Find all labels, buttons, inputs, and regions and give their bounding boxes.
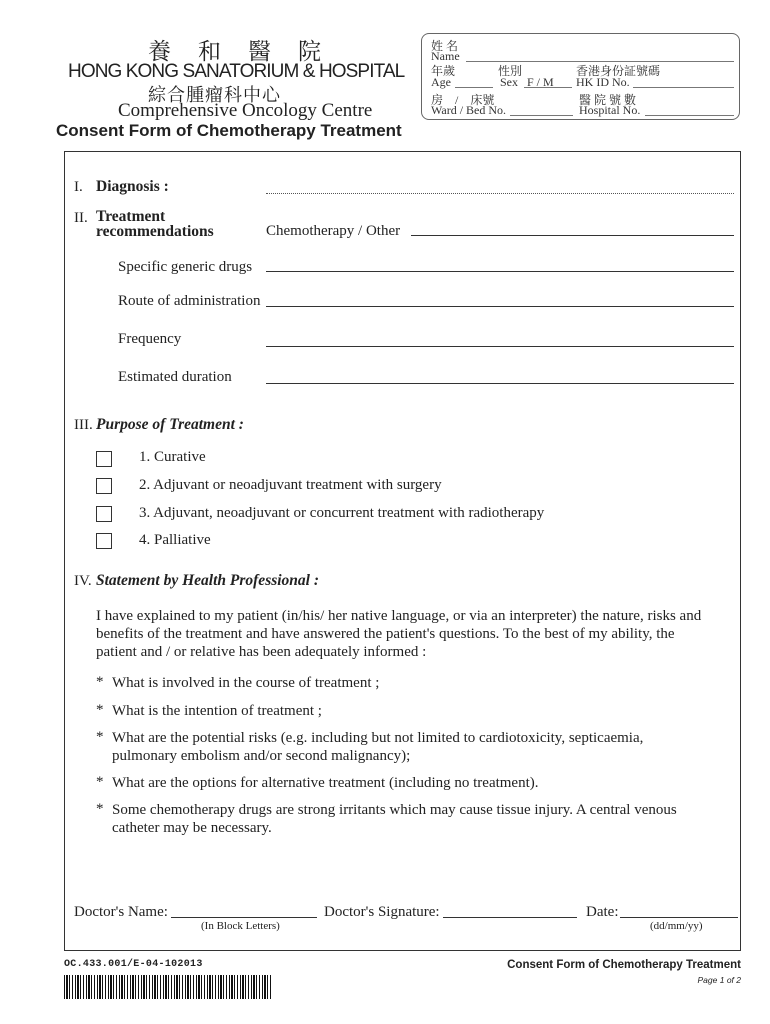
palliative-option-label: 4. Palliative <box>139 532 211 548</box>
adjuvant-surgery-option-label: 2. Adjuvant or neoadjuvant treatment with surgery <box>139 477 442 493</box>
name-label-en: Name <box>431 49 460 63</box>
adjuvant-radiotherapy-option-label: 3. Adjuvant, neoadjuvant or concurrent treatment with radiotherapy <box>139 505 545 521</box>
hospital-no-field-line[interactable] <box>645 115 734 116</box>
hkid-label-cn: 香港身份証號碼 <box>576 64 661 78</box>
adjuvant-radiotherapy-checkbox[interactable] <box>96 506 112 522</box>
diagnosis-label: Diagnosis : <box>96 178 169 195</box>
ward-label-cn: 房 / 床號 <box>431 93 495 107</box>
doctor-signature-field-line[interactable] <box>443 917 577 918</box>
drugs-field-line[interactable] <box>266 271 734 272</box>
doctor-signature-label: Doctor's Signature: <box>324 904 440 920</box>
palliative-checkbox[interactable] <box>96 533 112 549</box>
drugs-label: Specific generic drugs <box>118 259 253 275</box>
bullet-star: * <box>96 674 104 690</box>
bullet-item: What is involved in the course of treatment ; <box>112 675 380 691</box>
duration-field-line[interactable] <box>266 383 734 384</box>
centre-english-name: Comprehensive Oncology Centre <box>118 100 373 121</box>
name-label-cn: 姓 名 <box>431 39 459 53</box>
sex-label-cn: 性別 <box>498 64 523 78</box>
chemotherapy-other-field-line[interactable] <box>411 235 734 236</box>
hospital-no-label-en: Hospital No. <box>579 103 641 117</box>
doctor-name-label: Doctor's Name: <box>74 904 168 920</box>
page-number: Page 1 of 2 <box>697 975 741 985</box>
form-title: Consent Form of Chemotherapy Treatment <box>56 121 402 140</box>
age-label-en: Age <box>431 75 451 89</box>
frequency-field-line[interactable] <box>266 346 734 347</box>
route-label: Route of administration <box>118 293 261 309</box>
block-letters-hint: (In Block Letters) <box>201 920 280 932</box>
curative-checkbox[interactable] <box>96 451 112 467</box>
ward-field-line[interactable] <box>510 115 573 116</box>
date-format-hint: (dd/mm/yy) <box>650 920 703 932</box>
treatment-label-line2: recommendations <box>96 223 214 240</box>
hkid-label-en: HK ID No. <box>576 75 630 89</box>
statement-label: Statement by Health Professional : <box>96 572 320 589</box>
ward-label-en: Ward / Bed No. <box>431 103 507 117</box>
sex-label-en: Sex <box>500 75 518 89</box>
sex-options[interactable]: F / M <box>527 75 554 89</box>
age-field-line[interactable] <box>455 87 493 88</box>
section-3-number: III. <box>74 417 93 433</box>
sex-field-line[interactable] <box>524 87 572 88</box>
bullet-item: Some chemotherapy drugs are strong irritants which may cause tissue injury. A central venous catheter may be necessary. <box>112 802 677 836</box>
hkid-field-line[interactable] <box>633 87 734 88</box>
hospital-english-name: HONG KONG SANATORIUM & HOSPITAL <box>68 61 405 82</box>
doctor-name-field-line[interactable] <box>171 917 317 918</box>
route-field-line[interactable] <box>266 306 734 307</box>
date-field-line[interactable] <box>620 917 738 918</box>
footer-form-title: Consent Form of Chemotherapy Treatment <box>507 959 741 971</box>
bullet-item: What are the potential risks (e.g. including but not limited to cardiotoxicity, septicaemia, pulmonary embolism and/or second malignancy); <box>112 730 644 764</box>
curative-option-label: 1. Curative <box>139 449 206 465</box>
hospital-chinese-name: 養 和 醫 院 <box>148 39 323 64</box>
section-1-number: I. <box>74 179 83 195</box>
duration-label: Estimated duration <box>118 369 232 385</box>
centre-chinese-name: 綜合腫瘤科中心 <box>148 85 281 105</box>
bullet-star: * <box>96 729 104 745</box>
bullet-star: * <box>96 801 104 817</box>
section-2-number: II. <box>74 210 88 226</box>
form-code: OC.433.001/E-04-102013 <box>64 959 203 970</box>
purpose-label: Purpose of Treatment : <box>96 416 244 433</box>
diagnosis-field-line[interactable] <box>266 193 734 194</box>
bullet-item: What are the options for alternative treatment (including no treatment). <box>112 775 539 791</box>
adjuvant-surgery-checkbox[interactable] <box>96 478 112 494</box>
section-4-number: IV. <box>74 573 92 589</box>
bullet-star: * <box>96 702 104 718</box>
bullet-item: What is the intention of treatment ; <box>112 703 322 719</box>
date-label: Date: <box>586 904 619 920</box>
chemotherapy-other-label: Chemotherapy / Other <box>266 223 401 239</box>
hospital-no-label-cn: 醫 院 號 數 <box>579 93 637 107</box>
age-label-cn: 年歲 <box>431 64 456 78</box>
frequency-label: Frequency <box>118 331 182 347</box>
bullet-star: * <box>96 774 104 790</box>
barcode <box>64 975 272 999</box>
statement-paragraph: I have explained to my patient (in/his/ her native language, or via an interpreter) the nature, risks and benefits of the treatment and have answered the patient's questions. To the best of my ability, the patient and / or relative has been adequately informed : <box>96 608 702 660</box>
treatment-label-line1: Treatment <box>96 208 166 225</box>
